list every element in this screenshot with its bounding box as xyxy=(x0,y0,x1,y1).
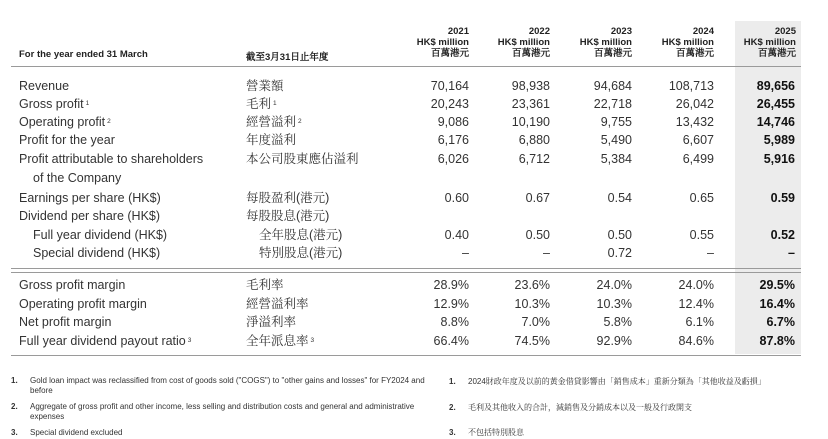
row-label-zh: 全年派息率 $^3$ xyxy=(246,334,315,348)
row-label-zh: 全年股息(港元) xyxy=(259,228,343,242)
footnote-text: 不包括特別股息 xyxy=(468,428,524,437)
cell-value-2025: 26,455 xyxy=(756,97,795,111)
row-label-zh: 本公司股東應佔溢利 xyxy=(246,152,359,166)
footnote-text: Aggregate of gross profit and other income, less selling and distribution costs and general and administrative expenses xyxy=(30,402,415,421)
cell-value-2024: 6,607 xyxy=(682,133,714,147)
cell-value-2023: 22,718 xyxy=(593,97,632,111)
row-label-en: Profit attributable to shareholders xyxy=(19,152,204,166)
footnote-en xyxy=(11,376,427,396)
cell-value-2025: 29.5% xyxy=(759,278,795,292)
year-header-unit-en: HK$ million xyxy=(661,37,714,48)
table-row xyxy=(0,276,828,294)
year-header-unit-en: HK$ million xyxy=(579,37,632,48)
cell-value-2021: – xyxy=(462,246,469,260)
cell-value-2024: 13,432 xyxy=(675,115,714,129)
cell-value-2021: 6,176 xyxy=(437,133,469,147)
table-bottom-divider xyxy=(11,355,801,356)
cell-value-2021: 9,086 xyxy=(437,115,469,129)
cell-value-2025: 5,989 xyxy=(763,133,795,147)
footnote-text: 毛利及其他收入的合計，減銷售及分銷成本以及一般及行政開支 xyxy=(468,403,692,412)
cell-value-2022: 6,712 xyxy=(518,152,550,166)
cell-value-2025: 87.8% xyxy=(759,334,795,348)
row-label-en: Special dividend (HK$) xyxy=(33,246,161,260)
footnote-en xyxy=(11,428,427,438)
cell-value-2023: 9,755 xyxy=(600,115,632,129)
cell-value-2021: 6,026 xyxy=(437,152,469,166)
cell-value-2024: 26,042 xyxy=(675,97,714,111)
cell-value-2022: 10.3% xyxy=(514,297,550,311)
year-header-2025 xyxy=(720,26,796,59)
year-header-year: 2025 xyxy=(774,26,796,37)
table-row xyxy=(0,189,828,207)
cell-value-2024: 84.6% xyxy=(678,334,714,348)
cell-value-2023: 0.54 xyxy=(607,191,632,205)
cell-value-2022: 0.50 xyxy=(525,228,550,242)
footnote-en xyxy=(11,402,427,422)
cell-value-2022: 23,361 xyxy=(511,97,550,111)
footnote-marker: 1 xyxy=(85,100,90,107)
section-divider-bottom xyxy=(11,272,801,273)
row-label-zh: 每股盈利(港元) xyxy=(246,191,330,205)
section-divider-top xyxy=(11,268,801,269)
row-label-zh: 經營溢利 $^2$ xyxy=(246,115,302,129)
table-row xyxy=(0,77,828,95)
row-label-en: Profit for the year xyxy=(19,133,115,147)
footnote-zh xyxy=(449,428,809,438)
cell-value-2024: 0.65 xyxy=(689,191,714,205)
cell-value-2023: 0.50 xyxy=(607,228,632,242)
row-label-en: Gross profit margin xyxy=(19,278,126,292)
footnote-text: Gold loan impact was reclassified from cost of goods sold ("COGS") to "other gains and losses" for FY2024 and before xyxy=(30,376,425,395)
row-label-zh: 年度溢利 xyxy=(246,133,297,147)
footnote-number: 2. xyxy=(11,402,18,411)
table-row xyxy=(0,169,828,187)
cell-value-2024: 6.1% xyxy=(685,315,714,329)
table-row xyxy=(0,95,828,113)
cell-value-2021: 70,164 xyxy=(430,79,469,93)
cell-value-2024: 108,713 xyxy=(668,79,714,93)
cell-value-2024: – xyxy=(707,246,714,260)
year-header-2023 xyxy=(556,26,632,59)
year-header-2024 xyxy=(638,26,714,59)
cell-value-2025: 89,656 xyxy=(756,79,795,93)
table-row xyxy=(0,207,828,225)
year-header-unit-zh: 百萬港元 xyxy=(511,48,550,59)
cell-value-2025: 0.59 xyxy=(770,191,795,205)
row-label-zh: 毛利 $^1$ xyxy=(246,97,277,111)
year-header-unit-zh: 百萬港元 xyxy=(675,48,714,59)
cell-value-2021: 12.9% xyxy=(433,297,469,311)
footnote-text: Special dividend excluded xyxy=(30,428,123,437)
cell-value-2023: 24.0% xyxy=(596,278,632,292)
row-label-zh: 特別股息(港元) xyxy=(259,246,343,260)
row-label-zh: 營業額 xyxy=(246,79,284,93)
cell-value-2023: 92.9% xyxy=(596,334,632,348)
footnote-number: 3. xyxy=(449,428,456,437)
year-header-2022 xyxy=(474,26,550,59)
footnote-text: 2024財政年度及以前的黃金借貸影響由「銷售成本」重新分類為「其他收益及虧損」 xyxy=(468,377,766,386)
footnote-marker: 3 xyxy=(310,337,315,344)
row-label-zh: 毛利率 xyxy=(246,278,284,292)
period-label-en: For the year ended 31 March xyxy=(19,49,148,60)
footnote-marker: 2 xyxy=(107,118,111,125)
cell-value-2023: 5.8% xyxy=(603,315,632,329)
year-header-year: 2024 xyxy=(692,26,714,37)
cell-value-2024: 24.0% xyxy=(678,278,714,292)
cell-value-2021: 66.4% xyxy=(433,334,469,348)
table-row xyxy=(0,150,828,168)
year-header-unit-zh: 百萬港元 xyxy=(593,48,632,59)
table-row xyxy=(0,131,828,149)
row-label-en: Dividend per share (HK$) xyxy=(19,209,161,223)
year-header-unit-zh: 百萬港元 xyxy=(757,48,796,59)
year-header-unit-en: HK$ million xyxy=(416,37,469,48)
footnote-marker: 2 xyxy=(298,118,302,125)
footnote-marker: 3 xyxy=(187,337,192,344)
cell-value-2025: 5,916 xyxy=(763,152,795,166)
year-header-unit-zh: 百萬港元 xyxy=(430,48,469,59)
cell-value-2023: 5,384 xyxy=(600,152,632,166)
footnote-zh xyxy=(449,377,809,387)
row-label-en: of the Company xyxy=(33,171,122,185)
footnote-number: 3. xyxy=(11,428,18,437)
cell-value-2024: 6,499 xyxy=(682,152,714,166)
cell-value-2022: 23.6% xyxy=(514,278,550,292)
cell-value-2022: 10,190 xyxy=(511,115,550,129)
table-row xyxy=(0,295,828,313)
row-label-en: Operating profit $^2$ xyxy=(19,115,111,129)
row-label-en: Gross profit $^1$ xyxy=(19,97,90,111)
cell-value-2025: 16.4% xyxy=(759,297,795,311)
year-header-year: 2023 xyxy=(610,26,632,37)
period-label-zh: 截至3月31日止年度 xyxy=(246,52,329,63)
cell-value-2025: 6.7% xyxy=(766,315,795,329)
cell-value-2021: 28.9% xyxy=(433,278,469,292)
cell-value-2023: 5,490 xyxy=(600,133,632,147)
cell-value-2024: 0.55 xyxy=(689,228,714,242)
year-header-year: 2021 xyxy=(447,26,469,37)
footnote-number: 1. xyxy=(11,376,18,385)
cell-value-2021: 8.8% xyxy=(440,315,469,329)
cell-value-2023: 10.3% xyxy=(596,297,632,311)
row-label-zh: 淨溢利率 xyxy=(246,315,297,329)
footnote-number: 1. xyxy=(449,377,456,386)
footnote-number: 2. xyxy=(449,403,456,412)
cell-value-2022: 74.5% xyxy=(514,334,550,348)
year-header-2021 xyxy=(393,26,469,59)
cell-value-2025: 0.52 xyxy=(770,228,795,242)
table-row xyxy=(0,332,828,350)
cell-value-2021: 0.40 xyxy=(444,228,469,242)
table-row xyxy=(0,113,828,131)
cell-value-2023: 94,684 xyxy=(593,79,632,93)
table-row xyxy=(0,244,828,262)
header-divider xyxy=(11,66,801,67)
cell-value-2022: – xyxy=(543,246,550,260)
cell-value-2023: 0.72 xyxy=(607,246,632,260)
row-label-en: Full year dividend payout ratio $^3$ xyxy=(19,334,192,348)
cell-value-2025: 14,746 xyxy=(756,115,795,129)
table-row xyxy=(0,313,828,331)
cell-value-2022: 7.0% xyxy=(521,315,550,329)
row-label-en: Net profit margin xyxy=(19,315,112,329)
cell-value-2021: 0.60 xyxy=(444,191,469,205)
year-header-unit-en: HK$ million xyxy=(497,37,550,48)
cell-value-2021: 20,243 xyxy=(430,97,469,111)
row-label-zh: 每股股息(港元) xyxy=(246,209,330,223)
cell-value-2022: 6,880 xyxy=(518,133,550,147)
footnote-zh xyxy=(449,403,809,413)
cell-value-2025: – xyxy=(788,246,795,260)
row-label-en: Earnings per share (HK$) xyxy=(19,191,161,205)
year-header-year: 2022 xyxy=(528,26,550,37)
cell-value-2024: 12.4% xyxy=(678,297,714,311)
row-label-en: Operating profit margin xyxy=(19,297,147,311)
table-row xyxy=(0,226,828,244)
row-label-en: Full year dividend (HK$) xyxy=(33,228,168,242)
row-label-zh: 經營溢利率 xyxy=(246,297,309,311)
cell-value-2022: 98,938 xyxy=(511,79,550,93)
year-header-unit-en: HK$ million xyxy=(743,37,796,48)
row-label-en: Revenue xyxy=(19,79,70,93)
footnote-marker: 1 xyxy=(273,100,277,107)
cell-value-2022: 0.67 xyxy=(525,191,550,205)
